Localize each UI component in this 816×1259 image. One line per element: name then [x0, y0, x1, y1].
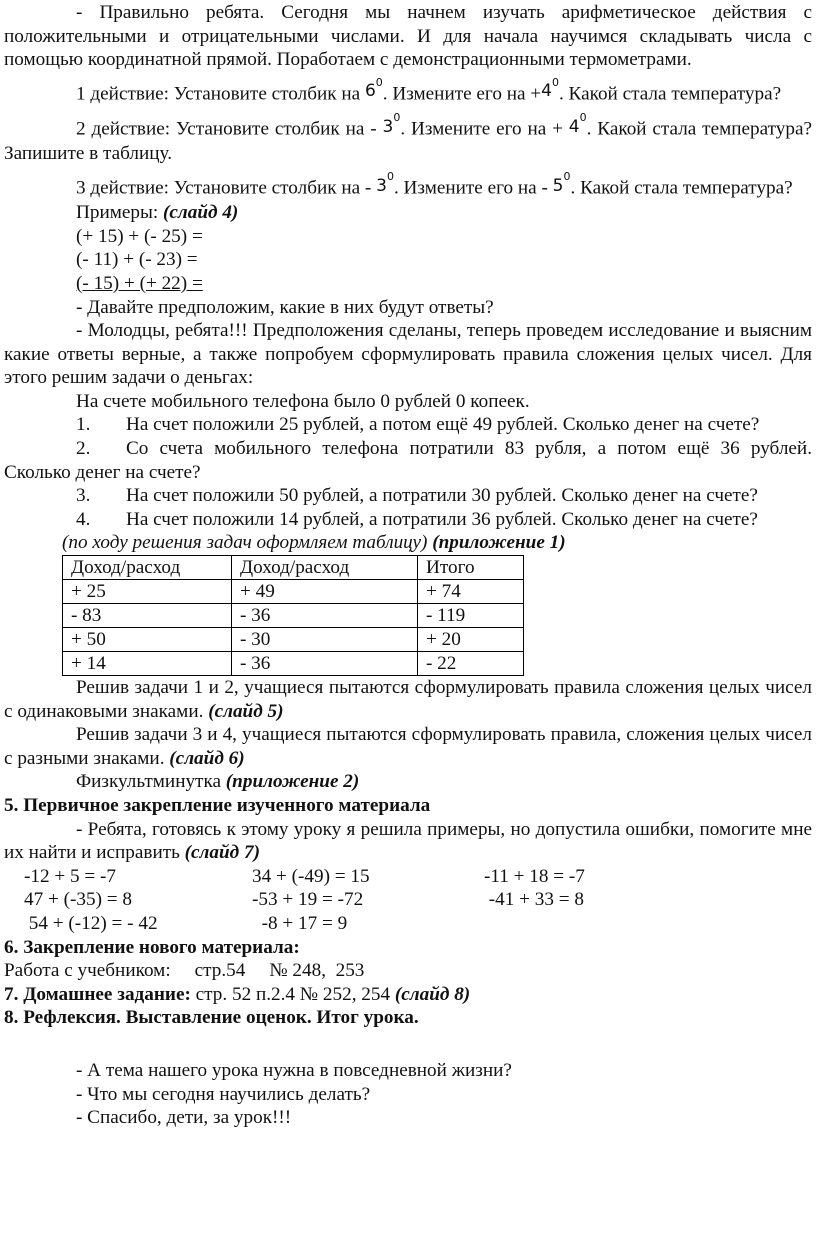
action-3-mid: . Измените его на -	[393, 177, 553, 199]
table-row	[63, 580, 524, 604]
equation: -11 + 18 = -7	[484, 865, 585, 887]
table-header: Доход/расход	[232, 556, 418, 580]
action-1-post: . Какой стала температура?	[558, 83, 782, 105]
temperature-5-icon: $5^0$	[552, 169, 571, 196]
intro-paragraph: - Правильно ребята. Сегодня мы начнем изучать арифметическое действия с положительными и отрицательными числами. И для начала научимся складывать числа с помощью координатной прямой. Поработаем с демонстрационными термометрами.	[4, 2, 812, 71]
example-1: (+ 15) + (- 25) =	[76, 225, 203, 247]
equation: -8 + 17 = 9	[252, 912, 348, 934]
temperature-4-icon: $4^0$	[541, 75, 559, 102]
slide-6-ref: (слайд 6)	[169, 747, 245, 769]
appendix-2-ref: (приложение 2)	[225, 771, 360, 793]
equation: 47 + (-35) = 8	[24, 889, 132, 911]
equation: -53 + 19 = -72	[252, 889, 364, 911]
guess-question: - Давайте предположим, какие в них будут ответы?	[76, 296, 494, 318]
table-cell: + 14	[63, 652, 232, 676]
equation: 54 + (-12) = - 42	[24, 912, 158, 934]
table-cell: - 119	[418, 604, 524, 628]
examples-slide-ref: (слайд 4)	[163, 202, 239, 224]
action-1-mid: . Измените его на +	[382, 83, 542, 105]
table-cell: - 83	[63, 604, 232, 628]
section-6-heading: 6. Закрепление нового материала:	[4, 936, 300, 958]
task-2: 2. Со счета мобильного телефона потратили 83 рубля, а потом ещё 36 рублей. Сколько денег на счете?	[4, 438, 812, 483]
task-4: 4. На счет положили 14 рублей, а потратили 36 рублей. Сколько денег на счете?	[76, 508, 758, 530]
examples-label: Примеры:	[76, 202, 163, 224]
action-2	[4, 113, 812, 166]
table-row	[63, 652, 524, 676]
slide-8-ref: (слайд 8)	[394, 983, 471, 1005]
spacer	[4, 1030, 812, 1053]
equation: 34 + (-49) = 15	[252, 865, 370, 887]
table-cell: + 74	[418, 580, 524, 604]
table-row	[63, 628, 524, 652]
closing-thanks: - Спасибо, дети, за урок!!!	[76, 1107, 292, 1129]
action-1	[4, 75, 812, 107]
document-page	[4, 1, 812, 1130]
section-5-heading: 5. Первичное закрепление изученного материала	[4, 795, 431, 816]
section-8-heading: 8. Рефлексия. Выставление оценок. Итог урока.	[4, 1007, 419, 1029]
equations-grid	[4, 865, 812, 936]
temperature-3-icon: $3^0$	[382, 111, 401, 137]
action-2-post: . Какой стала температура? Запишите в таблицу.	[4, 118, 812, 165]
slide-7-ref: (слайд 7)	[184, 842, 260, 864]
rule-different-signs: Решив задачи 3 и 4, учащиеся пытаются сформулировать правила, сложения целых чисел с разными знаками. (слайд 6)	[4, 724, 812, 769]
section-7-heading: 7. Домашнее задание:	[4, 983, 196, 1005]
temperature-6-icon: $6^0$	[364, 75, 383, 102]
example-3: (- 15) + (+ 22) =	[76, 272, 203, 294]
table-cell: - 30	[232, 628, 418, 652]
closing-question-2: - Что мы сегодня научились делать?	[76, 1083, 371, 1105]
equation	[484, 912, 684, 936]
errors-paragraph: - Ребята, готовясь к этому уроку я решила примеры, но допустила ошибки, помогите мне их найти и исправить (слайд 7)	[4, 818, 812, 864]
action-3	[4, 169, 812, 201]
table-caption: (по ходу решения задач оформляем таблицу) (приложение 1)	[62, 532, 566, 554]
fizkultminutka: Физкультминутка (приложение 2)	[76, 771, 360, 793]
table-cell: + 20	[418, 628, 524, 652]
temperature-4-icon: $4^0$	[568, 111, 587, 137]
task-3: 3. На счет положили 50 рублей, а потратили 30 рублей. Сколько денег на счете?	[76, 485, 758, 507]
action-2-mid: . Измените его на +	[400, 118, 569, 140]
table-cell: + 49	[232, 580, 418, 604]
example-2: (- 11) + (- 23) =	[76, 249, 198, 271]
temperature-3-icon: $3^0$	[376, 169, 394, 196]
action-2-text: 2 действие: Установите столбик на -	[76, 118, 383, 140]
equation: -12 + 5 = -7	[24, 865, 116, 887]
closing-question-1: - А тема нашего урока нужна в повседневной жизни?	[76, 1059, 512, 1081]
equation: -41 + 33 = 8	[484, 889, 584, 911]
income-expense-table	[62, 555, 524, 676]
research-paragraph: - Молодцы, ребята!!! Предположения сделаны, теперь проведем исследование и выясним какие ответы верные, а также попробуем сформулировать правила сложения целых чисел. Для этого решим задачи о деньгах:	[4, 320, 812, 389]
action-1-text: 1 действие: Установите столбик на	[76, 83, 365, 105]
action-3-post: . Какой стала температура?	[570, 177, 793, 199]
table-cell: + 50	[63, 628, 232, 652]
table-row	[63, 604, 524, 628]
table-cell: + 25	[63, 580, 232, 604]
table-cell: - 36	[232, 604, 418, 628]
textbook-work: Работа с учебником: стр.54 № 248, 253	[4, 960, 365, 982]
task-1: 1. На счет положили 25 рублей, а потом ещё 49 рублей. Сколько денег на счете?	[76, 414, 760, 436]
table-header: Итого	[418, 556, 524, 580]
table-header-row	[63, 556, 524, 580]
rule-same-signs: Решив задачи 1 и 2, учащиеся пытаются сформулировать правила сложения целых чисел с одинаковыми знаками. (слайд 5)	[4, 677, 812, 722]
account-statement: На счете мобильного телефона было 0 рублей 0 копеек.	[76, 390, 530, 412]
table-header: Доход/расход	[63, 556, 232, 580]
table-cell: - 22	[418, 652, 524, 676]
table-cell: - 36	[232, 652, 418, 676]
slide-5-ref: (слайд 5)	[208, 700, 284, 722]
action-3-text: 3 действие: Установите столбик на -	[76, 177, 377, 199]
homework-line: 7. Домашнее задание: стр. 52 п.2.4 № 252, 254 (слайд 8)	[4, 983, 471, 1005]
examples-heading	[4, 201, 812, 225]
